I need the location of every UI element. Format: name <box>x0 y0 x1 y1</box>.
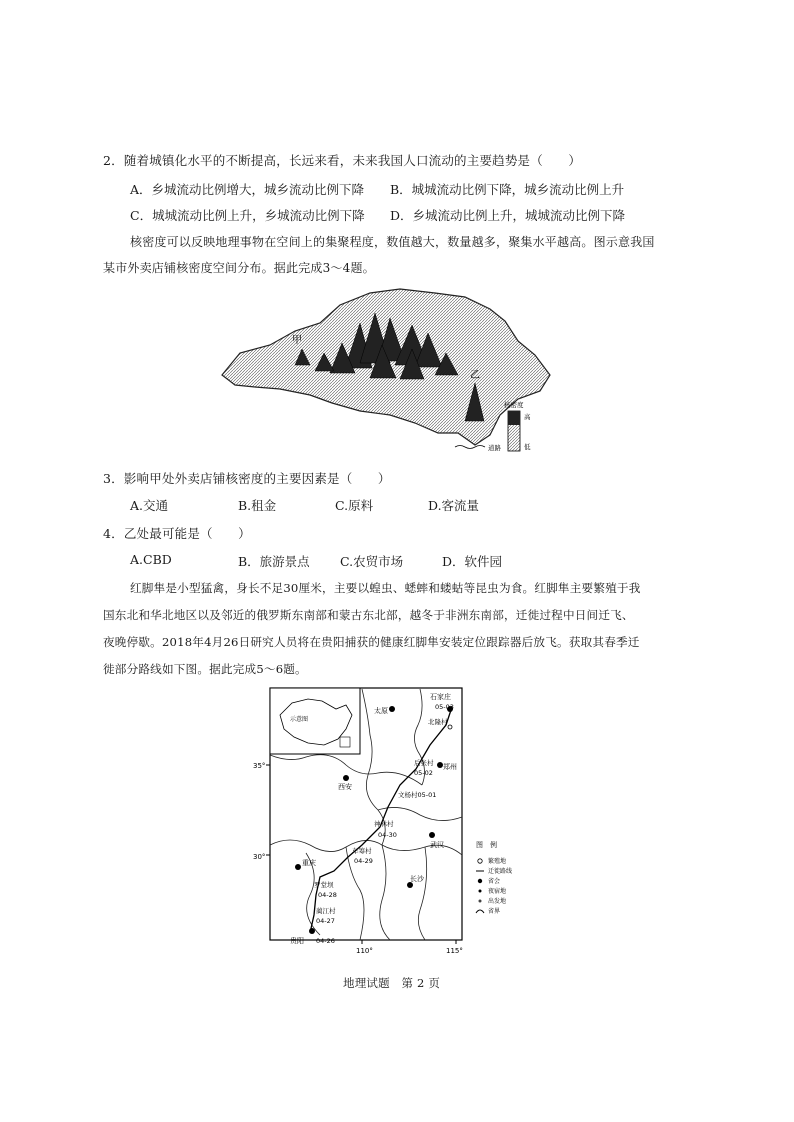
q4-option-d: D．软件园 <box>442 554 503 569</box>
q4-option-b: B．旅游景点 <box>238 554 310 569</box>
stop-houzhang: 后张村 <box>414 759 434 767</box>
intro2-line1: 红脚隼是小型猛禽，身长不足30厘米，主要以蝗虫、蟋蟀和蝼蛄等昆虫为食。红脚隼主要繁殖于我 <box>130 581 641 595</box>
q4-stem: 4．乙处最可能是（ ） <box>103 526 251 541</box>
intro2-line4: 徙部分路线如下图。据此完成5～6题。 <box>103 662 307 676</box>
city-guiyang: 贵阳 <box>290 937 304 945</box>
svg-text:夜宿地: 夜宿地 <box>488 888 507 895</box>
intro1-line1: 核密度可以反映地理事物在空间上的集聚程度，数值越大，数量越多，聚集水平越高。图示意我国 <box>130 235 655 249</box>
city-xian: 西安 <box>338 783 352 791</box>
q4-option-c: C.农贸市场 <box>340 554 404 569</box>
map-legend <box>476 857 512 915</box>
intro1-line2: 某市外卖店铺核密度空间分布。据此完成3～4题。 <box>103 261 375 275</box>
stop-chefang: 车筹村 <box>352 847 372 855</box>
lat-35: 35° <box>253 762 266 770</box>
city-zhengzhou: 郑州 <box>443 763 457 771</box>
city-shijiazhuang: 石家庄 <box>430 693 451 701</box>
stop-liujiang: 蔺江村 <box>316 907 336 915</box>
inset-label: 示意图 <box>290 716 309 723</box>
page-footer: 地理试题 第 2 页 <box>343 976 441 990</box>
stop-luotang: 罗堂坝 <box>314 881 334 889</box>
city-taiyuan: 太原 <box>374 707 388 715</box>
q2-option-b: B．城城流动比例下降，城乡流动比例上升 <box>390 182 625 197</box>
stop-beicheng: 北隆村 <box>428 718 448 726</box>
svg-text:出发地: 出发地 <box>488 898 507 905</box>
q2-stem: 2．随着城镇化水平的不断提高，长远来看，未来我国人口流动的主要趋势是（ ） <box>103 153 582 168</box>
q3-stem: 3．影响甲处外卖店铺核密度的主要因素是（ ） <box>103 471 391 486</box>
stop-chefang-date: 04-29 <box>354 857 373 865</box>
stop-beicheng-date: 05-03 <box>435 703 454 711</box>
q3-option-c: C.原料 <box>335 498 374 513</box>
city-wuhan: 武汉 <box>430 841 444 849</box>
city-changsha: 长沙 <box>410 875 424 883</box>
road-legend-label: 道路 <box>488 444 501 452</box>
q4-option-a: A.CBD <box>130 552 172 567</box>
road-legend-line <box>455 446 485 449</box>
q3-option-d: D.客流量 <box>428 498 480 513</box>
legend-high: 高 <box>524 413 531 421</box>
q2-option-d: D．乡城流动比例上升，城城流动比例下降 <box>390 208 626 223</box>
migration-route-map <box>250 685 550 965</box>
lat-30: 30° <box>253 853 266 861</box>
stop-shenlin-date: 04-30 <box>378 831 397 839</box>
svg-text:繁殖地: 繁殖地 <box>488 858 507 865</box>
q2-option-a: A．乡城流动比例增大，城乡流动比例下降 <box>130 182 365 197</box>
city-chongqing: 重庆 <box>302 859 316 867</box>
svg-text:省会: 省会 <box>488 878 501 885</box>
q3-option-b: B.租金 <box>238 498 277 513</box>
map-legend-title: 图 例 <box>476 841 497 849</box>
stop-shenlin: 神林村 <box>374 820 394 828</box>
label-yi: 乙 <box>470 370 480 381</box>
svg-text:迁徙路线: 迁徙路线 <box>488 868 513 875</box>
svg-text:省界: 省界 <box>488 908 501 915</box>
kernel-density-figure <box>200 283 560 463</box>
stop-guiyang-date: 04-26 <box>316 937 335 945</box>
q2-option-c: C．城城流动比例上升，乡城流动比例下降 <box>130 208 365 223</box>
stop-liujiang-date: 04-27 <box>316 917 335 925</box>
stop-luotang-date: 04-28 <box>318 891 337 899</box>
intro2-line2: 国东北和华北地区以及邻近的俄罗斯东南部和蒙古东北部，越冬于非洲东南部，迁徙过程中日间迁飞、 <box>103 608 634 622</box>
stop-houzhang-date: 05-02 <box>414 769 433 777</box>
legend-title: 核密度 <box>504 401 524 409</box>
q3-option-a: A.交通 <box>130 498 169 513</box>
label-jia: 甲 <box>292 335 302 346</box>
stop-wenyang: 文杨村05-01 <box>398 791 437 799</box>
legend-low: 低 <box>524 443 531 451</box>
intro2-line3: 夜晚停歇。2018年4月26日研究人员将在贵阳捕获的健康红脚隼安装定位跟踪器后放飞。获取其春季迁 <box>103 635 640 649</box>
lon-110: 110° <box>356 947 373 955</box>
lon-115: 115° <box>446 947 463 955</box>
